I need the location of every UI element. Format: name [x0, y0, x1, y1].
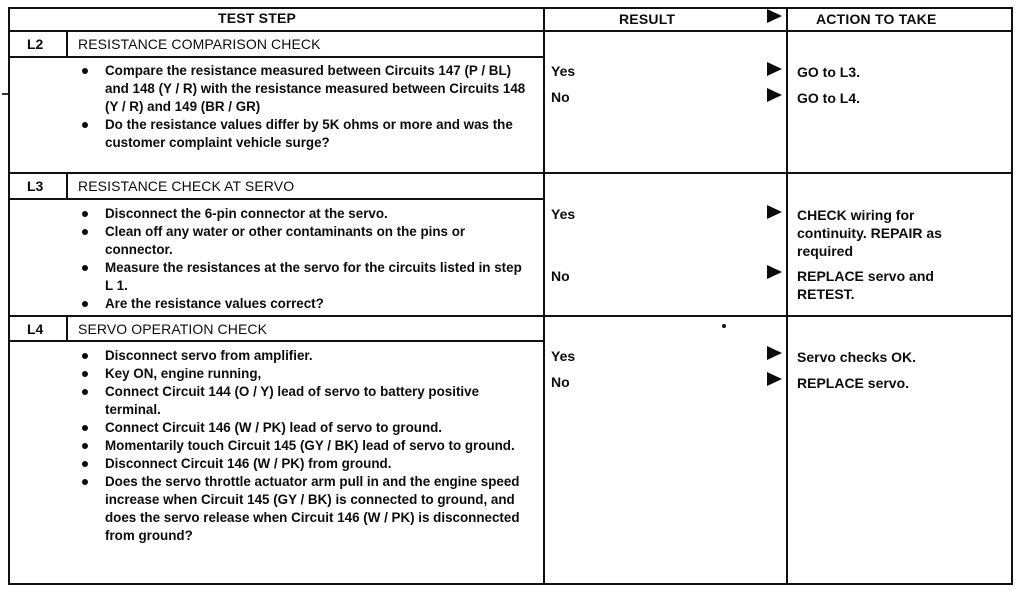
result-arrow-icon: [767, 62, 782, 76]
header-bottom-border: [8, 30, 1013, 32]
l2-step-list: [78, 62, 528, 152]
section-title-l4: SERVO OPERATION CHECK: [78, 321, 268, 337]
l4-step: Key ON, engine running,: [78, 365, 528, 383]
section-title-l3: RESISTANCE CHECK AT SERVO: [78, 178, 295, 194]
table-top-border: [8, 7, 1013, 9]
l3-action-yes: CHECK wiring for continuity. REPAIR as required: [797, 207, 942, 259]
result-arrow-icon: [767, 265, 782, 279]
l2-result-yes: Yes: [551, 63, 576, 79]
l4-action-yes: Servo checks OK.: [797, 349, 917, 365]
id-column-divider: [66, 172, 68, 200]
section-title-l2: RESISTANCE COMPARISON CHECK: [78, 36, 321, 52]
l4-step: Disconnect servo from amplifier.: [78, 347, 528, 365]
l3-result-no: No: [551, 268, 570, 284]
result-arrow-icon: [767, 88, 782, 102]
section-id-l4: L4: [27, 321, 44, 337]
table-right-border: [1011, 7, 1013, 585]
l4-title-border: [8, 340, 544, 342]
l4-step: Connect Circuit 146 (W / PK) lead of servo to ground.: [78, 419, 528, 437]
header-result: RESULT: [619, 11, 676, 27]
scan-speck: [722, 324, 726, 328]
result-arrow-icon: [767, 372, 782, 386]
l2-action-yes: GO to L3.: [797, 64, 860, 80]
result-column-divider: [543, 7, 545, 585]
table-left-border: [8, 7, 10, 585]
l2-step: Compare the resistance measured between Circuits 147 (P / BL) and 148 (Y / R) with the resistance measured between Circuits 148 (Y / R) and 149 (BR / GR): [78, 62, 528, 116]
l2-result-no: No: [551, 89, 570, 105]
result-arrow-icon: [767, 9, 782, 23]
l4-step-list: [78, 347, 528, 545]
scan-tick-mark: [2, 93, 8, 95]
l4-step: Momentarily touch Circuit 145 (GY / BK) lead of servo to ground.: [78, 437, 528, 455]
l3-step: Disconnect the 6-pin connector at the servo.: [78, 205, 523, 223]
l3-result-yes: Yes: [551, 206, 576, 222]
l4-action-no: REPLACE servo.: [797, 375, 910, 391]
l4-step: Does the servo throttle actuator arm pull in and the engine speed increase when Circuit 145 (GY / BK) is connected to ground, and does the servo release when Circuit 146 (W / PK) is disconnected from ground?: [78, 473, 528, 545]
l3-action-no: REPLACE servo and RETEST.: [797, 268, 934, 302]
result-arrow-icon: [767, 346, 782, 360]
l4-result-yes: Yes: [551, 348, 576, 364]
header-test-step: TEST STEP: [218, 10, 297, 26]
l3-step: Are the resistance values correct?: [78, 295, 523, 313]
l2-action-no: GO to L4.: [797, 90, 860, 106]
section-id-l3: L3: [27, 178, 44, 194]
l3-step: Measure the resistances at the servo for the circuits listed in step L 1.: [78, 259, 523, 295]
action-column-divider: [786, 7, 788, 585]
id-column-divider: [66, 30, 68, 57]
l4-result-no: No: [551, 374, 570, 390]
l2-step: Do the resistance values differ by 5K ohms or more and was the customer complaint vehicle surge?: [78, 116, 528, 152]
l3-step: Clean off any water or other contaminants on the pins or connector.: [78, 223, 523, 259]
id-column-divider: [66, 315, 68, 342]
header-action-to-take: ACTION TO TAKE: [816, 11, 937, 27]
l4-step: Disconnect Circuit 146 (W / PK) from ground.: [78, 455, 528, 473]
l3-title-border: [8, 198, 544, 200]
l2-bottom-border: [8, 172, 1013, 174]
result-arrow-icon: [767, 205, 782, 219]
l2-title-border: [8, 56, 544, 58]
section-id-l2: L2: [27, 36, 44, 52]
l3-step-list: [78, 205, 523, 313]
l3-bottom-border: [8, 315, 1013, 317]
l4-step: Connect Circuit 144 (O / Y) lead of servo to battery positive terminal.: [78, 383, 528, 419]
table-bottom-border: [8, 583, 1013, 585]
